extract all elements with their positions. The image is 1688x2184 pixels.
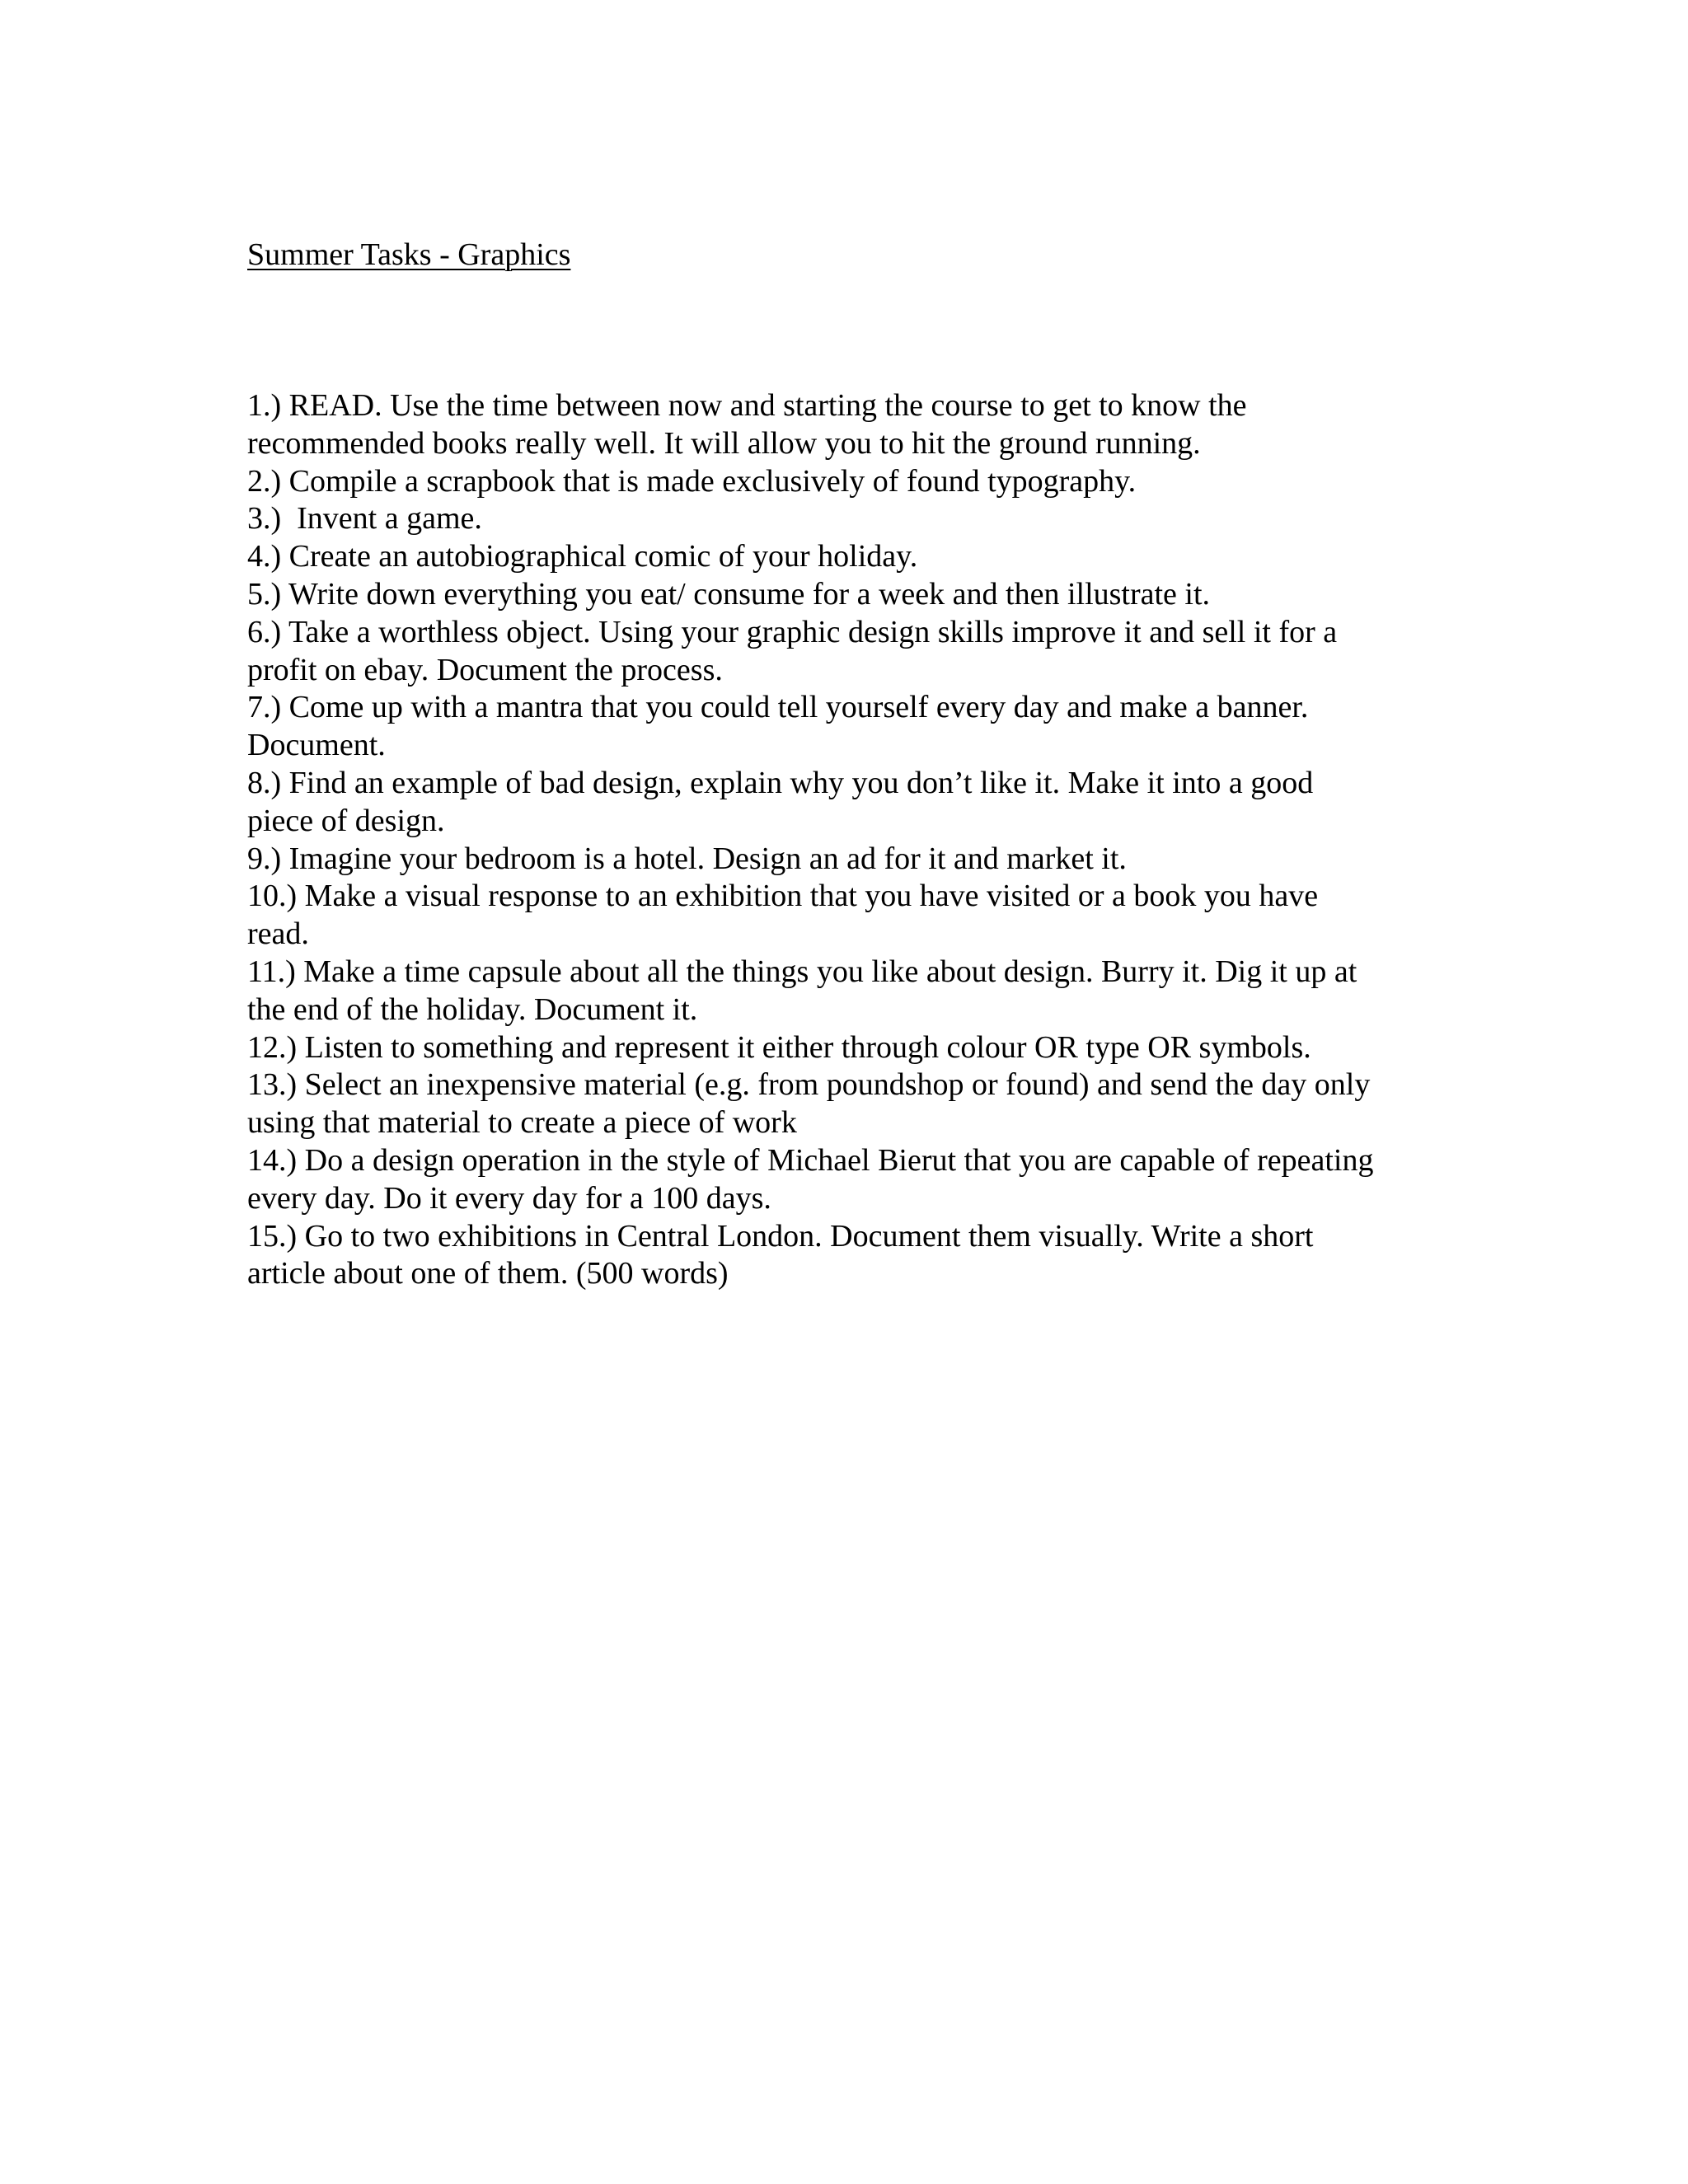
task-line: Document. [247,728,386,763]
task-line: 12.) Listen to something and represent it either through colour OR type OR symbols. [247,1029,1311,1065]
task-line: profit on ebay. Document the process. [247,652,723,687]
task-line: 6.) Take a worthless object. Using your graphic design skills improve it and sell it for a [247,614,1338,649]
task-line: 8.) Find an example of bad design, explain why you don’t like it. Make it into a good [247,765,1314,800]
task-line: 4.) Create an autobiographical comic of your holiday. [247,539,918,574]
task-line: 15.) Go to two exhibitions in Central London. Document them visually. Write a short [247,1218,1314,1254]
task-line: 9.) Imagine your bedroom is a hotel. Design an ad for it and market it. [247,841,1127,876]
task-line: piece of design. [247,803,445,838]
task-list [247,387,1467,1293]
task-line: recommended books really well. It will allow you to hit the ground running. [247,425,1201,461]
task-line: 10.) Make a visual response to an exhibition that you have visited or a book you have [247,879,1319,914]
task-line: article about one of them. (500 words) [247,1256,729,1291]
task-line: every day. Do it every day for a 100 days. [247,1180,771,1216]
task-line: read. [247,916,309,952]
document-title: Summer Tasks - Graphics [247,237,571,272]
task-line: 3.) Invent a game. [247,501,482,537]
task-line: 1.) READ. Use the time between now and starting the course to get to know the [247,388,1247,423]
task-line: 2.) Compile a scrapbook that is made exclusively of found typography. [247,463,1137,499]
task-line: 11.) Make a time capsule about all the things you like about design. Burry it. Dig it up at [247,954,1357,989]
task-line: 14.) Do a design operation in the style of Michael Bierut that you are capable of repeating [247,1142,1374,1178]
task-line: using that material to create a piece of work [247,1105,797,1141]
task-line: the end of the holiday. Document it. [247,991,698,1027]
task-line: 5.) Write down everything you eat/ consume for a week and then illustrate it. [247,576,1211,612]
task-line: 7.) Come up with a mantra that you could tell yourself every day and make a banner. [247,690,1309,725]
task-line: 13.) Select an inexpensive material (e.g. from poundshop or found) and send the day only [247,1067,1371,1103]
